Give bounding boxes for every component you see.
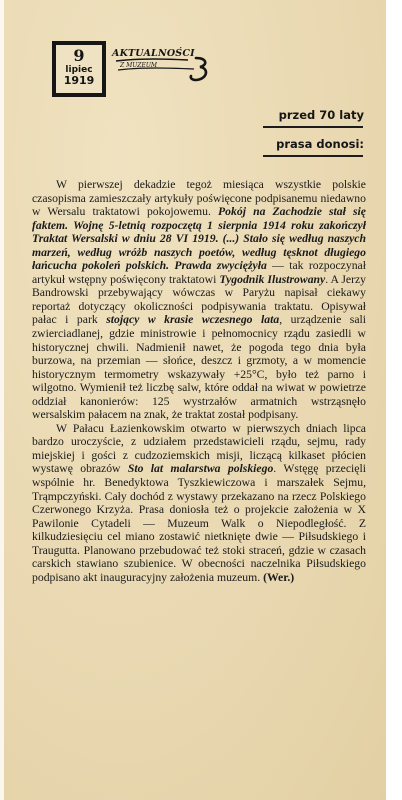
header-rule-1 [263,126,363,128]
header-line-1: przed 70 laty [278,108,364,122]
article-run: stojący w krasie wczesnego lata [106,313,280,327]
article-run: Pokój na Zachodzie stał się faktem. Wojnę 5-letnią rozpoczętą 1 sierpnia 1914 roku zakończył Traktat Wersalski w dniu 28 VI 1919. (...) Stało się według naszych marzeń, według wróżb naszych poetów, według tęsknot długiego łańcucha pokoleń polskich. Prawda zwyciężyła [32,205,366,273]
article-run: Sto lat malarstwa polskiego [127,462,274,476]
article-run: (Wer.) [263,570,295,584]
article-run: . A Jerzy Bandrowski przebywający wówczas w Paryżu napisał ciekawy reportaż dotyczący okoliczności podpisywania traktatu. Opisywał pałac i park [32,272,367,327]
logo-swash-icon [112,48,212,88]
article-run: . Wstęgę przecięli wspólnie hr. Benedyktowa Tyszkiewiczowa i marszałek Sejmu, Trąmpczyński. Cały dochód z wystawy przekazano na rzecz Polskiego Czerwonego Krzyża. Prasa doniosła też o projekcie założenia w X Pawilonie Cytadeli — Muzeum Walk o Niepodległość. Z kilkudziesięciu cel miano zostawić nietknięte dwie — Piłsudskiego i Traugutta. Planowano przebudować też stoki straceń, gdzie w czasach carskich stawiano szubienice. W obecności naczelnika Piłsudskiego podpisano akt inauguracyjny założenia muzeum. [32,462,366,584]
article-run: Tygodnik Ilustrowany [219,272,326,286]
article-paragraph-1 [32,178,366,422]
column-logo [112,48,212,88]
header-rule-2 [263,155,363,157]
article-run: — tak rozpoczynał artykuł wstępny poświęcony traktatowi [32,259,366,286]
article-paragraph-2 [32,422,366,585]
date-box [52,41,106,97]
article-run: , urządzenie sali zwierciadlanej, gdzie ministrowie i pełnomocnicy rządu zasiedli w historycznej chwili. Nadmienił nawet, że pogoda tego dnia była burzowa, na przemian — słońce, deszcz i grzmoty, a w momencie historycznym termometry wskazywały +25°C, było też parno i wilgotno. Wymienił też liczbę salw, które oddał na wiwat w powietrze oddział kanonierów: 125 wystrzałów armatnich wstrząsnęło wersalskim pałacem na znak, że traktat został podpisany. [32,313,367,422]
logo-title: AKTUALNOŚCI [112,48,195,59]
date-year: 1919 [63,74,95,87]
article-run: W Pałacu Łazienkowskim otwarto w pierwszych dniach lipca bardzo uroczyście, z udziałem przedstawicieli rządu, sejmu, rady miejskiej i gości z cudzoziemskich misji, liczącą kilkaset płócien wystawę obrazów [32,421,366,476]
right-scan-margin [386,0,402,800]
left-paper-edge [0,0,4,800]
date-month: lipiec [65,65,93,75]
article-body [32,178,366,584]
date-day: 9 [73,46,85,65]
header-line-2: prasa donosi: [276,137,364,151]
logo-subtitle: Z MUZEUM [120,62,158,69]
article-run: W pierwszej dekadzie tegoż miesiąca wszystkie polskie czasopisma zamieszczały artykuły poświęcone podpisanemu niedawno w Wersalu traktatowi pokojowemu. [32,178,366,219]
